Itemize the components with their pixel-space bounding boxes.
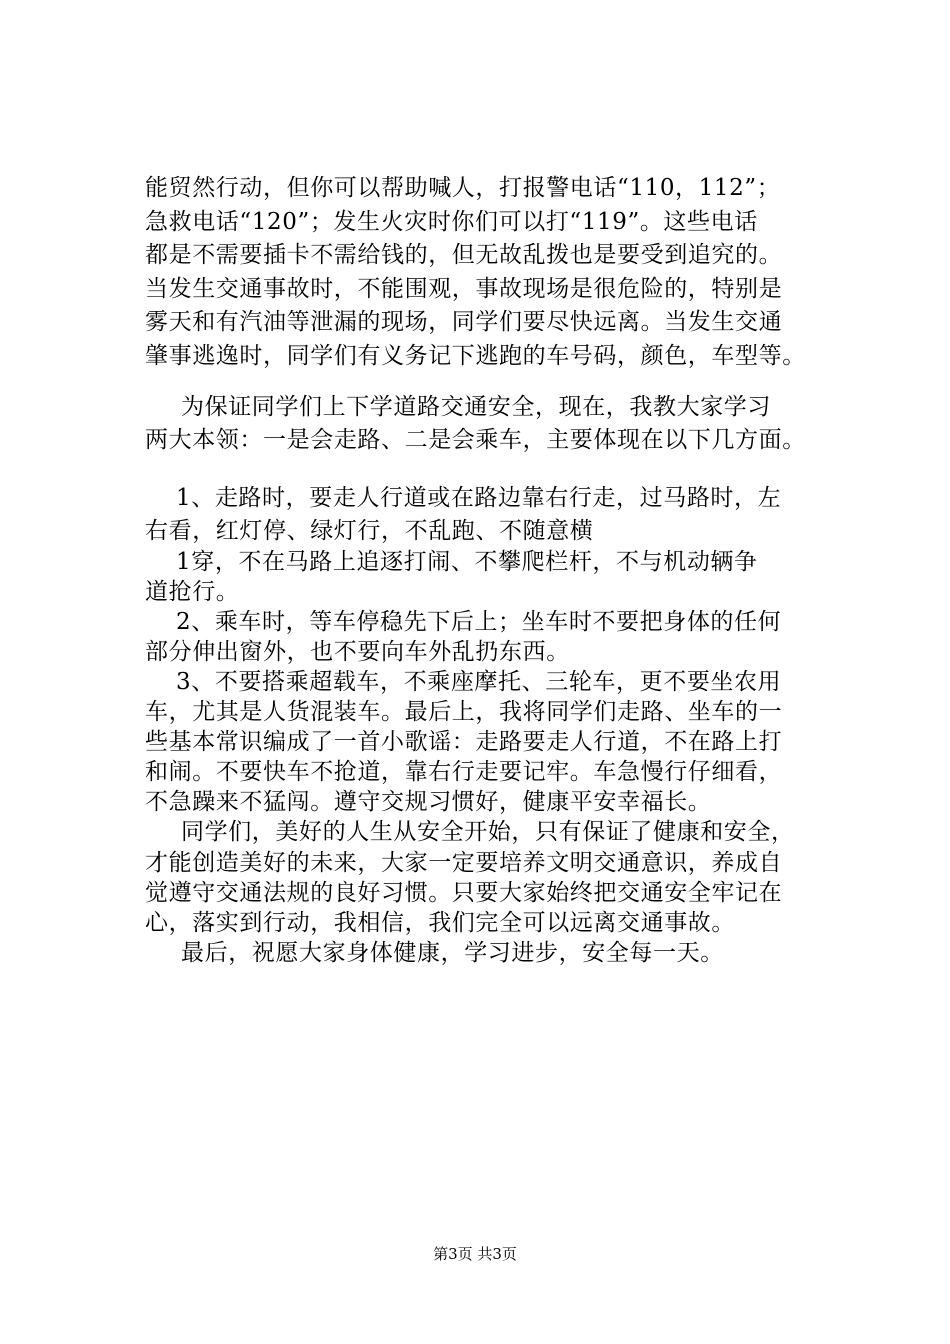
- text-line: 和闹。不要快车不抢道，靠右行走要记牢。车急慢行仔细看，: [145, 759, 783, 785]
- text-line: 觉遵守交通法规的良好习惯。只要大家始终把交通安全牢记在: [145, 880, 783, 906]
- text-line: 急救电话“120”；发生火灾时你们可以打“119”。这些电话: [145, 209, 758, 235]
- text-line: 能贸然行动，但你可以帮助喊人，打报警电话“110，112”；: [145, 175, 781, 201]
- text-line: 为保证同学们上下学道路交通安全，现在，我教大家学习: [181, 394, 771, 420]
- text-line: 2、乘车时，等车停稳先下后上；坐车时不要把身体的任何: [176, 609, 782, 635]
- text-line: 右看，红灯停、绿灯行，不乱跑、不随意横: [145, 518, 594, 544]
- text-line: 道抢行。: [145, 579, 240, 605]
- text-line: 雾天和有汽油等泄漏的现场，同学们要尽快远离。当发生交通: [145, 309, 783, 335]
- text-line: 最后，祝愿大家身体健康，学习进步，安全每一天。: [181, 940, 724, 966]
- text-line: 1、走路时，要走人行道或在路边靠右行走，过马路时，左: [176, 485, 782, 511]
- text-line: 不急躁来不猛闯。遵守交规习惯好，健康平安幸福长。: [145, 789, 712, 815]
- text-line: 车，尤其是人货混装车。最后上，我将同学们走路、坐车的一: [145, 699, 783, 725]
- text-line: 才能创造美好的未来，大家一定要培养文明交通意识，养成自: [145, 850, 783, 876]
- text-line: 两大本领：一是会走路、二是会乘车，主要体现在以下几方面。: [145, 427, 806, 453]
- page-footer: 第3页 共3页: [433, 1245, 517, 1263]
- text-line: 都是不需要插卡不需给钱的，但无故乱拨也是要受到追究的。: [145, 242, 783, 268]
- text-line: 1穿，不在马路上追逐打闹、不攀爬栏杆，不与机动辆争: [176, 549, 758, 575]
- text-line: 心，落实到行动，我相信，我们完全可以远离交通事故。: [145, 910, 735, 936]
- text-line: 当发生交通事故时，不能围观，事故现场是很危险的，特别是: [145, 276, 783, 302]
- text-line: 部分伸出窗外，也不要向车外乱扔东西。: [145, 639, 570, 665]
- text-line: 同学们，美好的人生从安全开始，只有保证了健康和安全，: [181, 819, 795, 845]
- text-line: 些基本常识编成了一首小歌谣：走路要走人行道，不在路上打: [145, 729, 783, 755]
- text-line: 肇事逃逸时，同学们有义务记下逃跑的车号码，颜色，车型等。: [145, 343, 806, 369]
- text-line: 3、不要搭乘超载车，不乘座摩托、三轮车，更不要坐农用: [176, 669, 782, 695]
